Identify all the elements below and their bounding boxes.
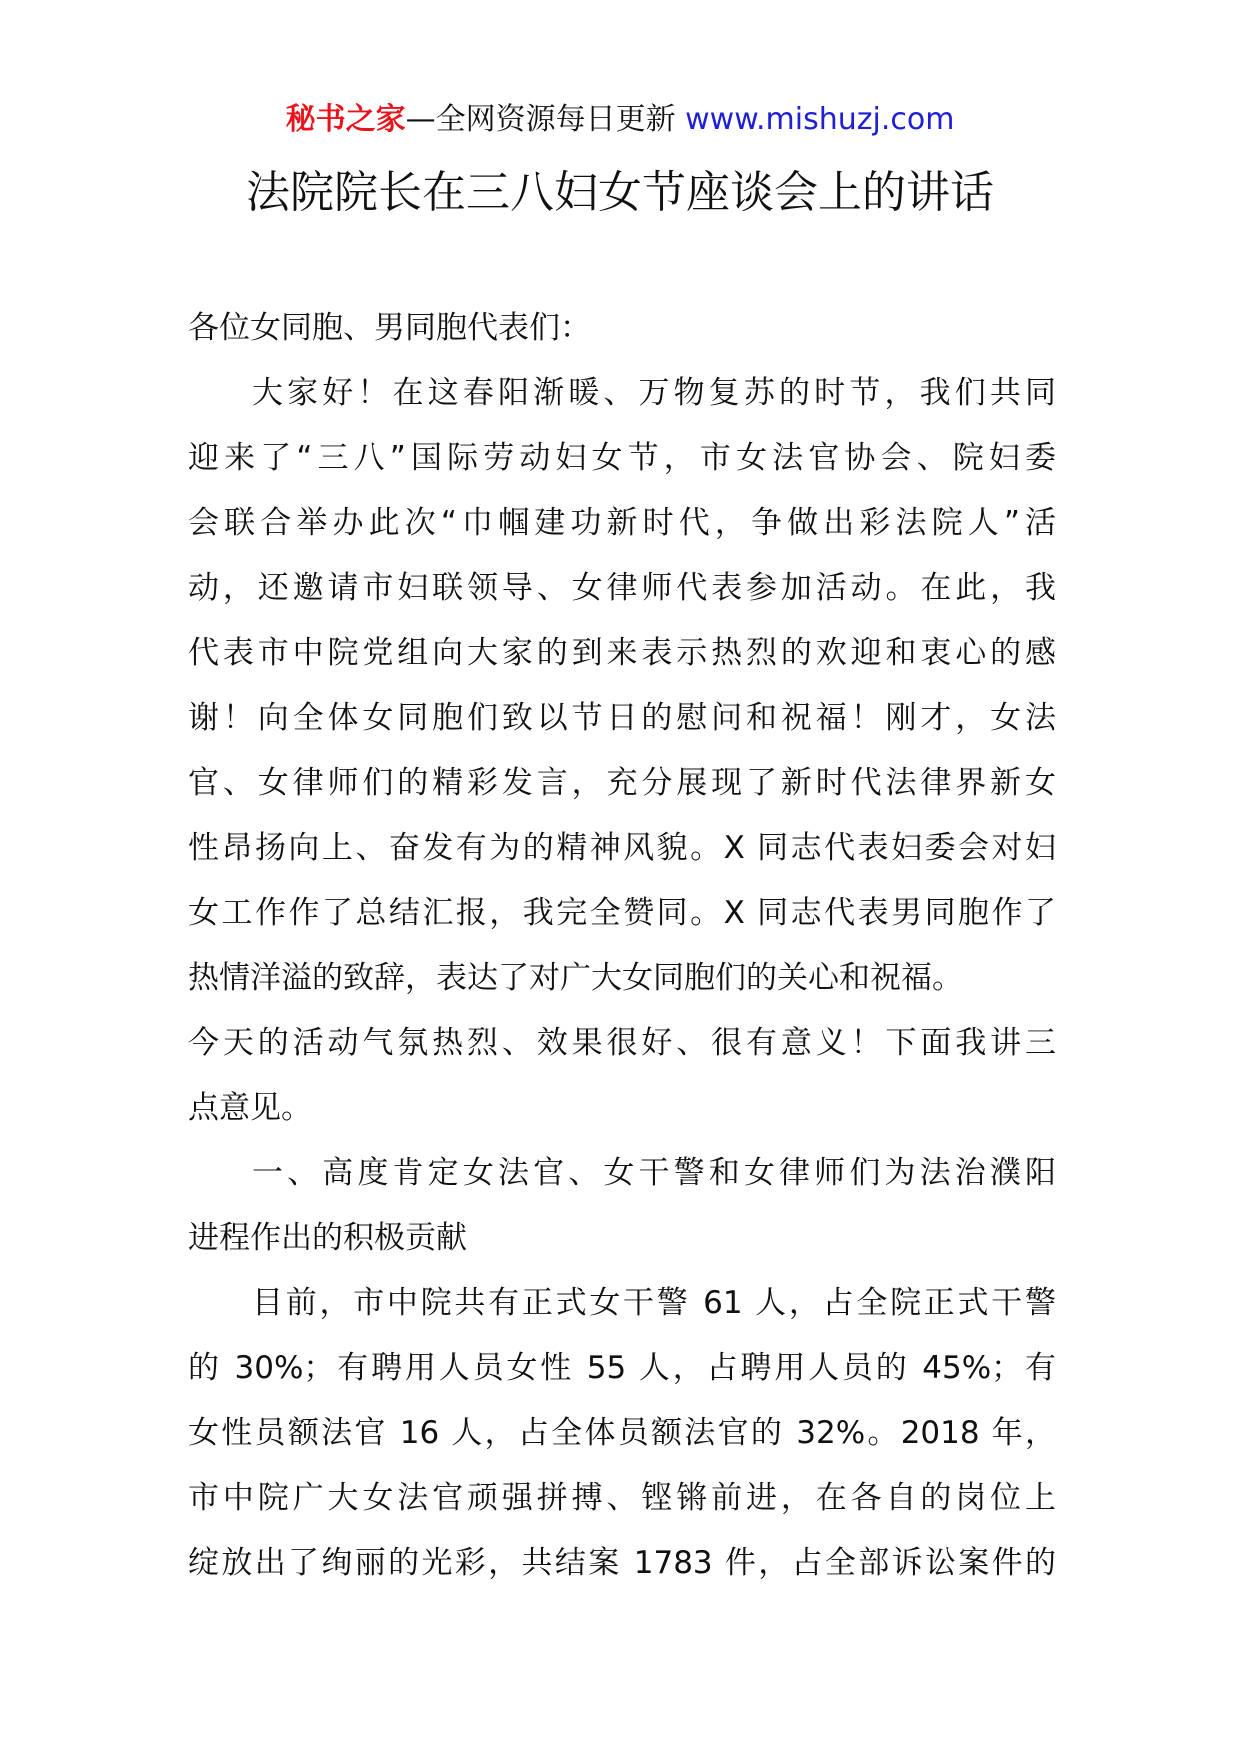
- salutation-line: 各位女同胞、男同胞代表们：: [188, 310, 591, 346]
- body-line: 女性员额法官 16 人，占全体员额法官的 32%。2018 年，: [188, 1415, 1056, 1451]
- document-body: [188, 296, 1056, 1596]
- body-line: 点意见。: [188, 1090, 312, 1126]
- brand-name: 秘书之家: [285, 102, 406, 137]
- body-line: 大家好！在这春阳渐暖、万物复苏的时节，我们共同: [252, 375, 1056, 411]
- body-line: 动，还邀请市妇联领导、女律师代表参加活动。在此，我: [188, 570, 1056, 606]
- body-line: 市中院广大女法官顽强拼搏、铿锵前进，在各自的岗位上: [188, 1480, 1056, 1516]
- body-line: 今天的活动气氛热烈、效果很好、很有意义！下面我讲三: [188, 1025, 1056, 1061]
- section-heading-line: 一、高度肯定女法官、女干警和女律师们为法治濮阳: [252, 1155, 1056, 1191]
- body-line: 的 30%；有聘用人员女性 55 人，占聘用人员的 45%；有: [188, 1350, 1056, 1386]
- header-tagline: —全网资源每日更新: [405, 102, 676, 137]
- body-line: 绽放出了绚丽的光彩，共结案 1783 件，占全部诉讼案件的: [188, 1545, 1056, 1581]
- body-line: 代表市中院党组向大家的到来表示热烈的欢迎和衷心的感: [188, 635, 1056, 671]
- body-line: 会联合举办此次“巾帼建功新时代，争做出彩法院人”活: [188, 505, 1056, 541]
- body-line: 迎来了“三八”国际劳动妇女节，市女法官协会、院妇委: [188, 440, 1056, 476]
- site-url-link[interactable]: www.mishuzj.com: [685, 102, 955, 137]
- section-heading-line: 进程作出的积极贡献: [188, 1220, 467, 1256]
- body-line: 官、女律师们的精彩发言，充分展现了新时代法律界新女: [188, 765, 1056, 801]
- body-line: 女工作作了总结汇报，我完全赞同。X 同志代表男同胞作了: [188, 895, 1056, 931]
- body-line: 性昂扬向上、奋发有为的精神风貌。X 同志代表妇委会对妇: [188, 830, 1056, 866]
- body-line: 谢！向全体女同胞们致以节日的慰问和祝福！刚才，女法: [188, 700, 1056, 736]
- body-line: 目前，市中院共有正式女干警 61 人，占全院正式干警: [252, 1285, 1056, 1321]
- document-title: 法院院长在三八妇女节座谈会上的讲话: [246, 167, 994, 218]
- body-line: 热情洋溢的致辞，表达了对广大女同胞们的关心和祝福。: [188, 960, 963, 996]
- site-header: [0, 100, 1240, 140]
